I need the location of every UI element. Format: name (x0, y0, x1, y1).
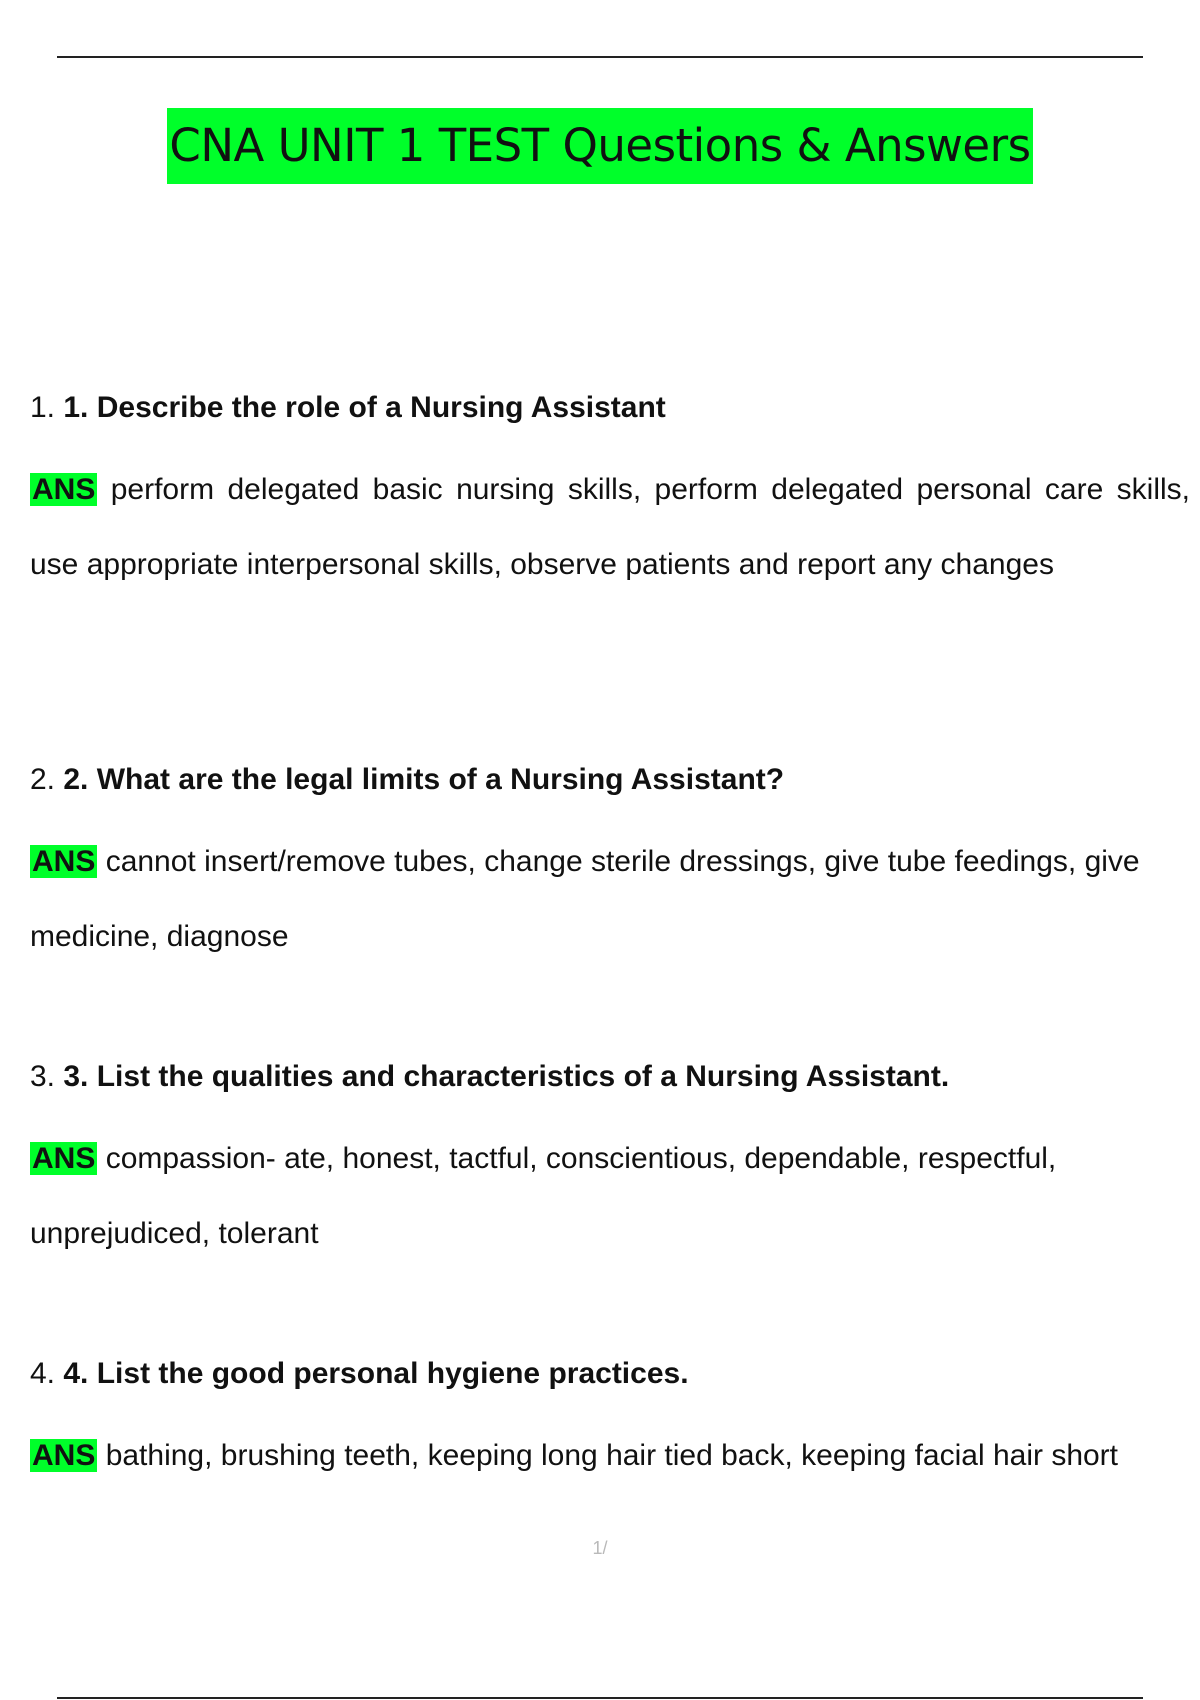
question-number: 3. (30, 1060, 56, 1093)
bottom-rule (57, 1697, 1143, 1699)
answer-text: perform delegated basic nursing skills, perform delegated personal care skills, use appropriate interpersonal skills, observe patients and report any changes (30, 473, 1190, 581)
answer-tag: ANS (32, 473, 96, 506)
answer-text: compassion- ate, honest, tactful, conscientious, dependable, respectful, unprejudiced, tolerant (30, 1142, 1057, 1250)
question-2 (30, 760, 1190, 800)
answer-tag: ANS (32, 1142, 96, 1175)
top-rule (57, 56, 1143, 58)
question-4 (30, 1354, 1190, 1394)
question-3 (30, 1057, 1190, 1097)
qa-item-3 (30, 1057, 1190, 1271)
question-text: 1. Describe the role of a Nursing Assistant (63, 391, 666, 424)
question-number: 1. (30, 391, 56, 424)
answer-tag: ANS (32, 845, 96, 878)
question-text: 4. List the good personal hygiene practices. (63, 1357, 689, 1390)
question-text: 3. List the qualities and characteristics of a Nursing Assistant. (63, 1060, 950, 1093)
page-number: 1/ (592, 1538, 608, 1558)
question-1 (30, 388, 1190, 428)
question-number: 2. (30, 763, 56, 796)
question-text: 2. What are the legal limits of a Nursing Assistant? (63, 763, 785, 796)
qa-item-2 (30, 760, 1190, 974)
answer-tag: ANS (32, 1439, 96, 1472)
answer-text: cannot insert/remove tubes, change sterile dressings, give tube feedings, give medicine, diagnose (30, 845, 1140, 953)
answer-4 (30, 1418, 1190, 1493)
question-number: 4. (30, 1357, 56, 1390)
page-title: CNA UNIT 1 TEST Questions & Answers (167, 108, 1032, 184)
title-block (0, 108, 1200, 184)
answer-1 (30, 452, 1190, 602)
answer-3 (30, 1121, 1190, 1271)
answer-text: bathing, brushing teeth, keeping long hair tied back, keeping facial hair short (105, 1439, 1119, 1472)
qa-item-1 (30, 388, 1190, 602)
answer-2 (30, 824, 1190, 974)
qa-item-4 (30, 1354, 1190, 1493)
